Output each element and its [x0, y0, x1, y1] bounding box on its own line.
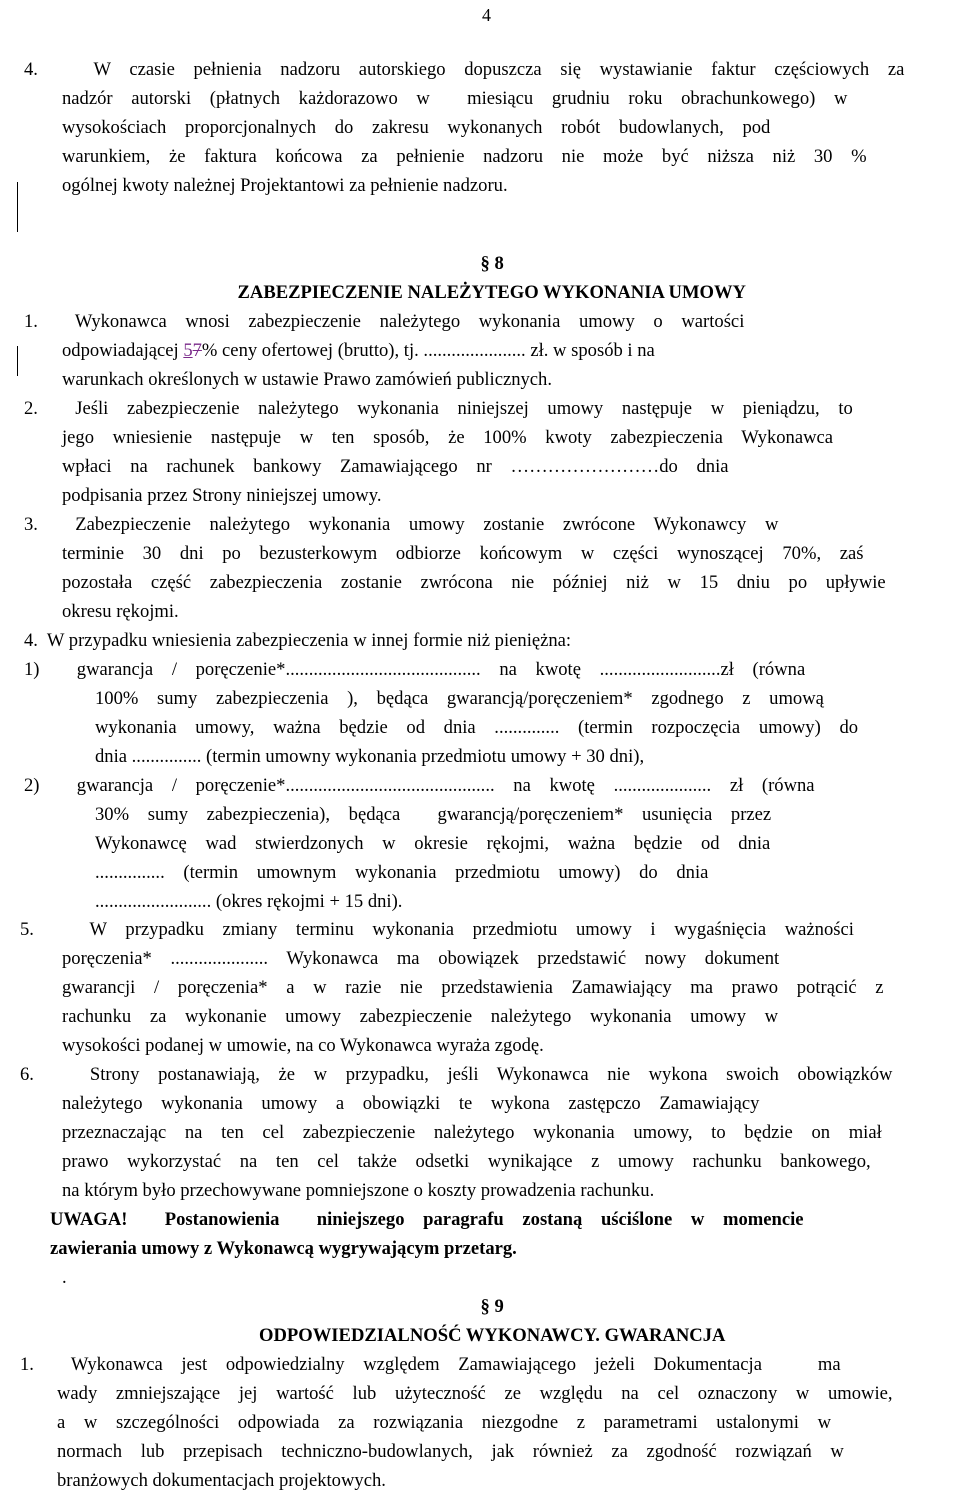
text-line: zawierania umowy z Wykonawcą wygrywającym przetarg. [50, 1238, 517, 1259]
text-line [62, 337, 655, 365]
text-fragment: odpowiadającej [62, 340, 184, 361]
text-line: na którym było przechowywane pomniejszone o koszty prowadzenia rachunku. [62, 1180, 655, 1201]
text-line: § 9 [480, 1296, 504, 1317]
text-line: 4. W czasie pełnienia nadzoru autorskiego dopuszcza się wystawianie faktur częściowych za [24, 59, 905, 80]
text-line: 5. W przypadku zmiany terminu wykonania przedmiotu umowy i wygaśnięcia ważności [20, 919, 854, 940]
text-line: ogólnej kwoty należnej Projektantowi za pełnienie nadzoru. [62, 175, 508, 196]
text-line: normach lub przepisach techniczno-budowlanych, jak również za zgodność rozwiązań w [57, 1441, 844, 1462]
text-line: należytego wykonania umowy a obowiązki te wykona zastępczo Zamawiający [62, 1093, 760, 1114]
text-line: prawo wykorzystać na ten cel także odsetki wynikające z umowy rachunku bankowego, [62, 1151, 871, 1172]
text-line: terminie 30 dni po bezusterkowym odbiorze końcowym w części wynoszącej 70%, zaś [62, 543, 864, 564]
text-line: dnia ............... (termin umowny wykonania przedmiotu umowy + 30 dni), [95, 746, 645, 767]
text-line: wady zmniejszające jej wartość lub użyteczność ze względu na cel oznaczony w umowie, [57, 1383, 893, 1404]
text-line: ODPOWIEDZIALNOŚĆ WYKONAWCY. GWARANCJA [259, 1325, 726, 1346]
text-line: wykonania umowy, ważna będzie od dnia .............. (termin rozpoczęcia umowy) do [95, 717, 859, 738]
text-line: UWAGA! Postanowienia niniejszego paragrafu zostaną uściślone w momencie [50, 1209, 804, 1230]
text-line: Wykonawcę wad stwierdzonych w okresie rękojmi, ważna będzie od dnia [95, 833, 771, 854]
text-line: gwarancji / poręczenia* a w razie nie przedstawienia Zamawiający ma prawo potrącić z [62, 977, 884, 998]
text-line: warunkach określonych w ustawie Prawo zamówień publicznych. [62, 369, 553, 390]
text-line: jego wniesienie następuje w ten sposób, że 100% kwoty zabezpieczenia Wykonawca [62, 427, 834, 448]
text-line: branżowych dokumentacjach projektowych. [57, 1470, 386, 1491]
text-line: ZABEZPIECZENIE NALEŻYTEGO WYKONANIA UMOWY [237, 282, 746, 303]
tracked-deletion: 7 [192, 340, 202, 361]
text-line: § 8 [480, 253, 504, 274]
page-number: 4 [482, 5, 491, 25]
text-line: wpłaci na rachunek bankowy Zamawiającego nr ……………………do dnia [62, 456, 729, 477]
text-line: ......................... (okres rękojmi + 15 dni). [95, 891, 403, 912]
text-line: ............... (termin umownym wykonania przedmiotu umowy) do dnia [95, 862, 709, 883]
text-line: 1. Wykonawca jest odpowiedzialny względem Zamawiającego jeżeli Dokumentacja ma [20, 1354, 841, 1375]
text-line: przeznaczając na ten cel zabezpieczenie należytego wykonania umowy, to będzie on miał [62, 1122, 882, 1143]
text-line: 100% sumy zabezpieczenia ), będąca gwarancją/poręczeniem* zgodnego z umową [95, 688, 824, 709]
text-line: a w szczególności odpowiada za rozwiązania niezgodne z parametrami ustalonymi w [57, 1412, 831, 1433]
text-line: 30% sumy zabezpieczenia), będąca gwarancją/poręczeniem* usunięcia przez [95, 804, 772, 825]
text-line: okresu rękojmi. [62, 601, 179, 622]
tracked-insertion: 5 [183, 340, 193, 361]
text-line: rachunku za wykonanie umowy zabezpieczenie należytego wykonania umowy w [62, 1006, 779, 1027]
text-line: 6. Strony postanawiają, że w przypadku, jeśli Wykonawca nie wykona swoich obowiązków [20, 1064, 893, 1085]
text-line: 1. Wykonawca wnosi zabezpieczenie należytego wykonania umowy o wartości [24, 311, 745, 332]
text-line: pozostała część zabezpieczenia zostanie zwrócona nie później niż w 15 dniu po upływie [62, 572, 886, 593]
text-line: wysokości podanej w umowie, na co Wykonawca wyraża zgodę. [62, 1035, 544, 1056]
text-line: 3. Zabezpieczenie należytego wykonania umowy zostanie zwrócone Wykonawcy w [24, 514, 779, 535]
text-line: 2. Jeśli zabezpieczenie należytego wykonania niniejszej umowy następuje w pieniądzu, to [24, 398, 853, 419]
change-bar [17, 182, 18, 232]
text-line: poręczenia* ..................... Wykonawca ma obowiązek przedstawić nowy dokument [62, 948, 780, 969]
change-bar [17, 346, 18, 376]
text-line: . [62, 1267, 67, 1288]
text-line: wysokościach proporcjonalnych do zakresu wykonanych robót budowlanych, pod [62, 117, 771, 138]
text-line: 1) gwarancja / poręczenie*.......................................... na kwotę ..........................zł (równa [24, 659, 806, 680]
text-line: podpisania przez Strony niniejszej umowy. [62, 485, 382, 506]
text-fragment: % ceny ofertowej (brutto), tj. ...................... zł. w sposób i na [201, 340, 655, 361]
text-line: 2) gwarancja / poręczenie*............................................. na kwotę ..................... zł (równa [24, 775, 815, 796]
text-line: nadzór autorski (płatnych każdorazowo w miesiącu grudniu roku obrachunkowego) w [62, 88, 848, 109]
text-line: warunkiem, że faktura końcowa za pełnienie nadzoru nie może być niższa niż 30 % [62, 146, 867, 167]
text-line: 4. W przypadku wniesienia zabezpieczenia w innej formie niż pieniężna: [24, 630, 572, 651]
